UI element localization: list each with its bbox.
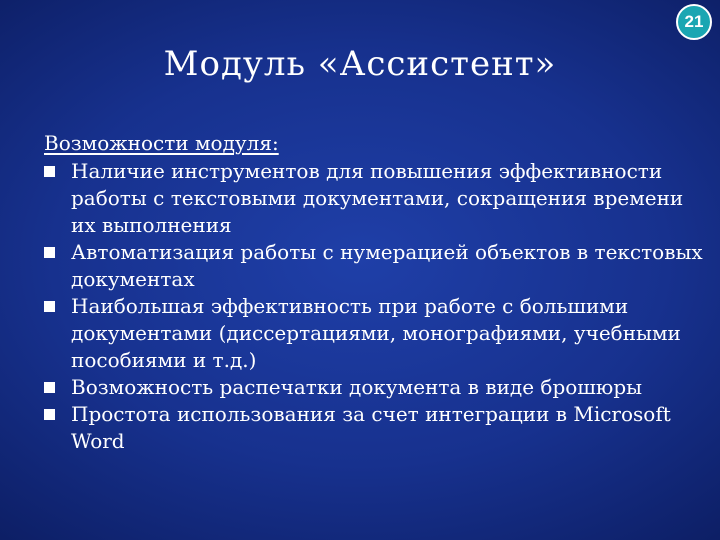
bullet-text: Наличие инструментов для повышения эффективности работы с текстовыми документами, сокращения времени их выполнения [71,159,684,237]
bullet-item [44,239,704,293]
bullet-item [44,158,704,239]
slide-content [44,130,704,455]
bullet-list [44,158,704,455]
bullet-item [44,401,704,455]
slide-title: Модуль «Ассистент» [163,44,557,84]
bullet-text: Возможность распечатки документа в виде брошюры [71,375,643,399]
slide-number-badge [676,4,712,40]
bullet-text: Наибольшая эффективность при работе с большими документами (диссертациями, монографиями, учебными пособиями и т.д.) [71,294,681,372]
bullet-text: Простота использования за счет интеграции в Microsoft Word [71,402,671,453]
slide-number: 21 [684,12,704,31]
square-bullet-icon [44,166,55,177]
square-bullet-icon [44,409,55,420]
bullet-item [44,374,704,401]
square-bullet-icon [44,247,55,258]
content-heading: Возможности модуля: [44,131,279,155]
square-bullet-icon [44,382,55,393]
bullet-text: Автоматизация работы с нумерацией объектов в текстовых документах [71,240,703,291]
bullet-item [44,293,704,374]
square-bullet-icon [44,301,55,312]
